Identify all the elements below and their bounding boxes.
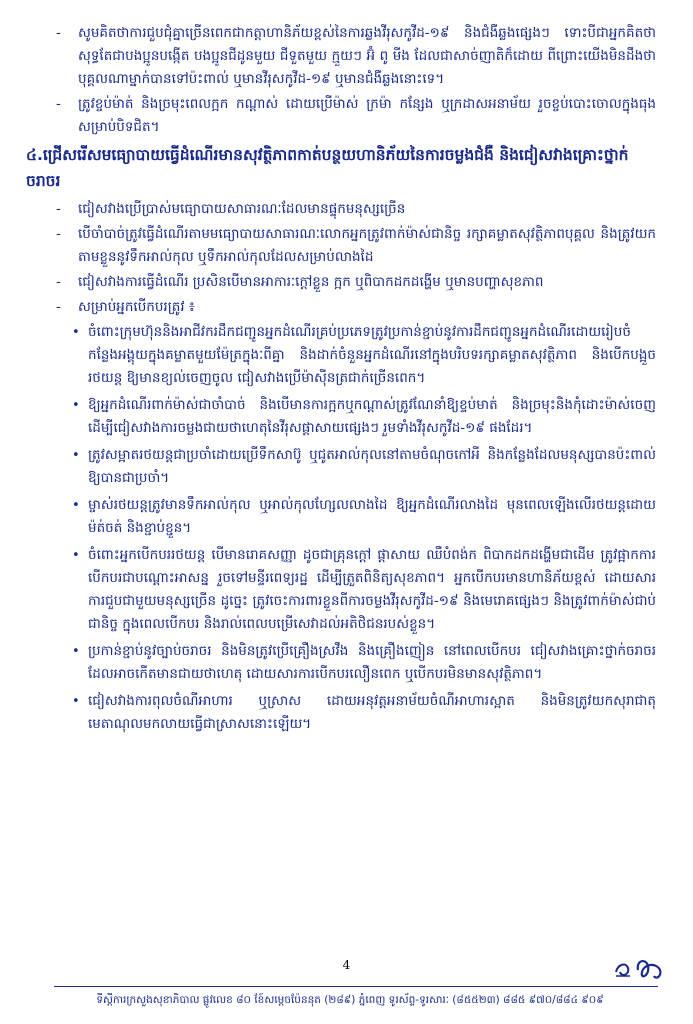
handwritten-initials-icon [612, 950, 672, 986]
bullet-marker: • [72, 325, 80, 340]
list-item [56, 93, 656, 139]
bullet-item [72, 394, 656, 440]
bullet-text: ជៀសវាងការពុលចំណីអាហារ ឬស្រាស ដោយអនុវត្តអនាម័យចំណីអាហារស្អាត និងមិនត្រូវយកសុរាជាតុមេតាណុលមកលាយធ្វើជាស្រាសនោះឡើយ។ [88, 693, 656, 732]
paragraph-text: ជៀសវាងប្រើប្រាស់មធ្យោបាយសាធារណៈដែលមានផ្ទុកមនុស្សច្រើន [78, 201, 406, 217]
bullet-item [72, 690, 656, 736]
footer-address: ទីស្តីការក្រសួងសុខាភិបាល ផ្លូវលេខ ៨០ ខែ៍សម្តេចប៉ែននុត (២៨៩) ភ្នំពេញ ទូរស័ព្ទ-ទូរសារៈ (៨៥៥២៣) ៨៨៥ ៩៧០/៨៨៤ ៩០៩ [96, 994, 604, 1006]
list-item [56, 22, 656, 91]
bullet-marker: • [72, 448, 80, 463]
bullet-marker: • [72, 694, 80, 709]
list-item [56, 271, 656, 294]
bullet-item [72, 640, 656, 686]
paragraph-text: ត្រូវខ្ចប់ម៉ាត់ និងច្រមុះពេលក្អក កណ្តាស់ ដោយប្រើម៉ាស់ ក្រម៉ា កន្សែង ឬក្រដាសអនាម័យ រួចខ្ចប់បោះចោលក្នុងធុងសម្រាប់បិទជិត។ [78, 96, 656, 135]
bullet-item [72, 544, 656, 636]
bullet-item [72, 321, 656, 390]
bullet-text: ប្រកាន់ខ្ជាប់នូវច្បាប់ចរាចរ និងមិនត្រូវប្រើគ្រឿងស្រវឹង និងគ្រឿងញៀន នៅពេលបើកបរ ជៀសវាងគ្រោះថ្នាក់ចរាចរ ដែលអាចកើតមានជាយថាហេតុ ដោយសារការបើកបរលឿនពេក ឬបើកបរមិនមានសុវត្ថិភាព។ [88, 643, 656, 682]
dash-marker: - [56, 25, 61, 41]
list-item [56, 296, 656, 319]
footer-divider [54, 986, 658, 987]
bullet-item [72, 494, 656, 540]
bullet-text: ត្រូវសម្អាតរថយន្តជាប្រចាំដោយប្រើទឹកសាប៊ូ ឬជូតអាល់កុលនៅតាមចំណុចកៅអី និងកន្លែងដែលមនុស្សបានប៉ះពាល់ ឱ្យបានជាប្រចាំ។ [88, 447, 656, 486]
list-item [56, 198, 656, 221]
paragraph-text: សម្រាប់អ្នកបើកបរត្រូវ ៖ [78, 299, 195, 315]
dash-marker: - [56, 274, 61, 290]
bullet-text: ឱ្យអ្នកដំណើរពាក់ម៉ាស់ជាចាំបាច់ និងបើមានការក្អកឬកណ្តាស់ត្រូវណែនាំឱ្យខ្ទប់មាត់ និងច្រមុះនិងកុំដោះម៉ាស់ចេញ ដើម្បីជៀសវាងការចម្លងជាយថាហេតុនៃវីរុសផ្តាសាយផ្សេងៗ រួមទាំងវីរុសកូវីដ-១៩ ផងដែរ។ [88, 397, 656, 436]
dash-marker: - [56, 96, 61, 112]
section-heading: ៤.ជ្រើសរើសមធ្យោបាយធ្វើដំណើរមានសុវត្ថិភាពកាត់បន្ថយហានិភ័យនៃការចម្លងជំងឺ និងជៀសវាងគ្រោះថ្នាក់ចរាចរ [26, 146, 629, 190]
page-number: 4 [342, 958, 351, 972]
paragraph-text: បើចាំបាច់ត្រូវធ្វើដំណើរតាមមធ្យោបាយសាធារណៈលោកអ្នកត្រូវពាក់ម៉ាស់ជានិច្ច រក្សាគម្លាតសុវត្ថិភាពបុគ្គល និងត្រូវយកតាមខ្លួននូវទឹកអាល់កុល ឬទឹកអាល់កុលដែលសម្រាប់លាងដៃ [78, 226, 656, 265]
bullet-item [72, 444, 656, 490]
bullet-marker: • [72, 398, 80, 413]
bullet-marker: • [72, 644, 80, 659]
dash-marker: - [56, 299, 61, 315]
paragraph-text: ជៀសវាងការធ្វើដំណើរ ប្រសិនបើមានអាការៈក្តៅខ្លួន ក្អក ឬពិបាកដកដង្ហើម ឬមានបញ្ហាសុខភាព [78, 274, 544, 290]
paragraph-text: សូមគិតថាការជួបជុំគ្នាច្រើនពេកជាកត្តាហានិភ័យខ្ពស់នៃការឆ្លងវីរុសកូវីដ-១៩ និងជំងឺឆ្លងផ្សេងៗ ទោះបីជាអ្នកគិតថាសុទ្ធតែជាបងប្អូនបង្កើត បងប្អូនជីដូនមួយ ជីទួតមួយ ក្មួយៗ អ៊ំ ពូ មីង ដែលជាសាច់ញាតិក៏ដោយ ពីព្រោះយើងមិនដឹងថាបុគ្គលណាម្នាក់បានទៅប៉ះពាល់ ឬមានវីរុសកូវីដ-១៩ ឬមានជំងឺឆ្លងនោះទេ។ [78, 25, 656, 87]
bullet-text: ចំពោះក្រុមហ៊ុននិងអាជីវករដឹកជញ្ជូនអ្នកដំណើរគ្រប់ប្រភេទត្រូវប្រកាន់ខ្ជាប់នូវការដឹកជញ្ជូនអ្នកដំណើរដោយរៀបចំកន្លែងអង្គុយក្នុងគម្លាតមួយម៉ែត្រក្នុងៈពីគ្នា និងដាក់ចំនួនអ្នកដំណើរនៅក្នុងបរិបទរក្សាគម្លាតសុវត្ថិភាព និងបើកបង្អួច រថយន្ត ឱ្យមានខ្យល់ចេញចូល ជៀសវាងប្រើម៉ាស៊ីនត្រជាក់ច្រើនពេក។ [88, 324, 656, 386]
list-item [56, 223, 656, 269]
dash-marker: - [56, 201, 61, 217]
bullet-text: ម្ចាស់រថយន្តត្រូវមានទឹកអាល់កុល ឬអាល់កុលហ្សែលលាងដៃ ឱ្យអ្នកដំណើរលាងដៃ មុនពេលឡើងលើរថយន្តដោយម៉ត់ចត់ និងខ្ជាប់ខ្ជួន។ [88, 497, 656, 536]
dash-marker: - [56, 226, 61, 242]
bullet-text: ចំពោះអ្នកបើកបររថយន្ត បើមានរោគសញ្ញា ដូចជាគ្រុនក្តៅ ផ្តាសាយ ឈឺបំពង់ក ពិបាកដកដង្ហើមជាដើម ត្រូវផ្អាកការបើកបរជាបណ្តោះអាសន្ន រួចទៅមន្ទីរពេទ្យរដ្ឋ ដើម្បីត្រួតពិនិត្យសុខភាព។ អ្នកបើកបរមានហានិភ័យខ្ពស់ ដោយសារការជួបជាមួយមនុស្សច្រើន ដូច្នេះ ត្រូវចេះការពារខ្លួនពីការចម្លងវីរុសកូវីដ-១៩ និងមេរោគផ្សេងៗ និងត្រូវពាក់ម៉ាស់ជាប់ជានិច្ច ក្នុងពេលបើកបរ និងរាល់ពេលបម្រើសេវាដល់អតិថិជនរបស់ខ្លួន។ [88, 547, 656, 632]
bullet-marker: • [72, 548, 80, 563]
bullet-marker: • [72, 498, 80, 513]
document-body [26, 22, 656, 740]
